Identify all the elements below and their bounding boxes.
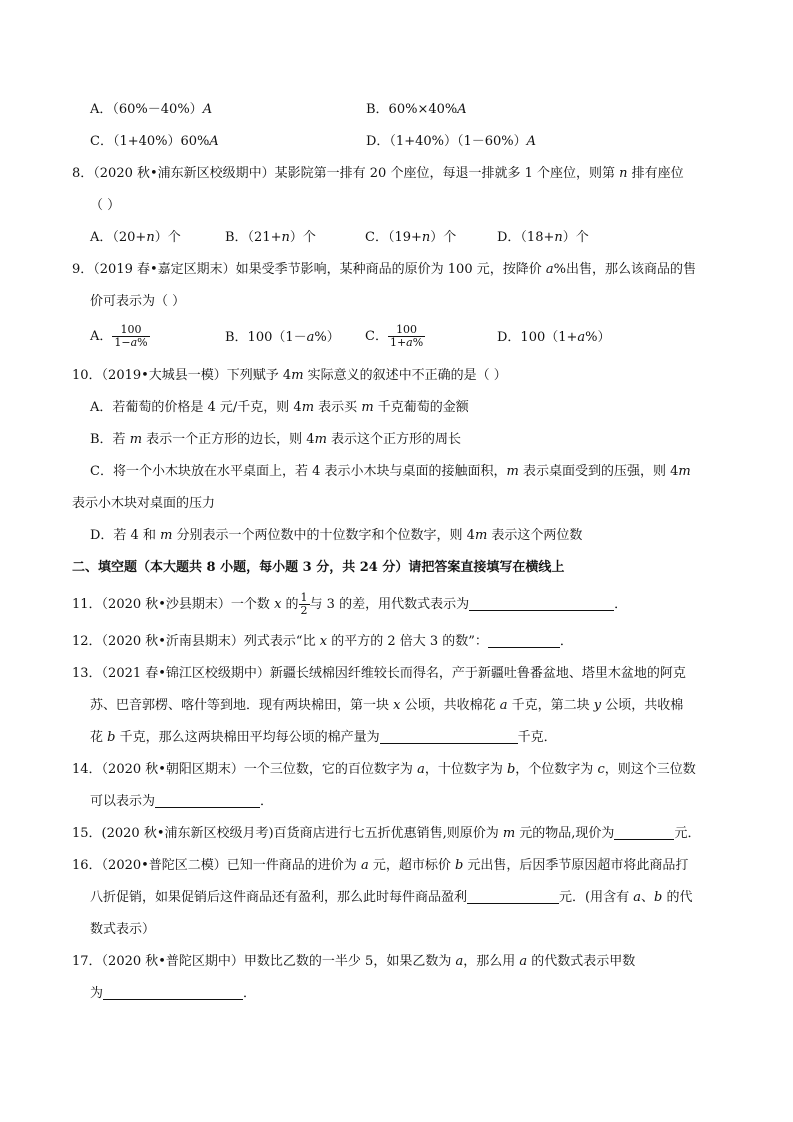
q13-stem-line2: 苏、巴音郭楞、喀什等到地．现有两块棉田，第一块 x 公顷，共收棉花 a 千克，第二块 y 公顷，共收棉 xyxy=(90,698,684,713)
q11-stem: 11．（2020 秋•沙县期末）一个数 x 的 $\frac{1}{2}$ 与 3 的差，用代数式表示为 ． xyxy=(72,591,628,617)
q10-option-c[interactable]: C．将一个小木块放在水平桌面上，若 4 表示小木块与桌面的接触面积，m 表示桌面受到的压强，则 4m xyxy=(90,464,691,479)
q12-stem: 12．（2020 秋•沂南县期末）列式表示“比 x 的平方的 2 倍大 3 的数”： ． xyxy=(72,634,573,649)
q16-stem-line3: 数式表示） xyxy=(90,922,156,937)
q10-option-c-cont: 表示小木块对桌面的压力 xyxy=(72,496,216,511)
fraction: $\frac{100}{1+a\%}$ xyxy=(389,323,424,349)
q9-stem-cont: 价可表示为（ ） xyxy=(90,294,186,309)
fraction-one-half: $\frac{1}{2}$ xyxy=(300,591,308,617)
q8-stem: 8．（2020 秋•浦东新区校级期中）某影院第一排有 20 个座位，每退一排就多 1 个座位，则第 n 排有座位 xyxy=(72,166,684,181)
q8-option-b[interactable]: B．（21+n）个 xyxy=(225,230,316,245)
q7-option-d[interactable]: D．（1+40%）（1－60%）A xyxy=(366,134,537,149)
answer-blank[interactable] xyxy=(155,793,260,808)
q9-option-b[interactable]: B．100（1－a%） xyxy=(225,330,340,345)
answer-blank[interactable] xyxy=(467,889,559,904)
q10-option-b[interactable]: B．若 m 表示一个正方形的边长，则 4m 表示这个正方形的周长 xyxy=(90,432,462,447)
q9-option-c[interactable]: C． $\frac{100}{1+a\%}$ xyxy=(365,323,424,349)
answer-blank[interactable] xyxy=(469,596,614,611)
answer-blank[interactable] xyxy=(380,729,518,744)
q9-option-a[interactable]: A． $\frac{100}{1-a\%}$ xyxy=(90,323,148,349)
q7-option-a[interactable]: A．（60%－40%）A xyxy=(90,102,213,117)
answer-blank[interactable] xyxy=(488,633,560,648)
q8-answer-paren: （ ） xyxy=(90,198,121,213)
q8-option-a[interactable]: A．（20+n）个 xyxy=(90,230,181,245)
q8-option-c[interactable]: C．（19+n）个 xyxy=(365,230,457,245)
q13-stem: 13．（2021 春•锦江区校级期中）新疆长绒棉因纤维较长而得名，产于新疆吐鲁番盆地、塔里木盆地的阿克 xyxy=(72,666,686,681)
q17-stem-line2: 为 ． xyxy=(90,986,257,1001)
section-heading: 二、填空题（本大题共 8 小题，每小题 3 分，共 24 分）请把答案直接填写在横线上 xyxy=(72,560,565,575)
q13-stem-line3: 花 b 千克，那么这两块棉田平均每公顷的棉产量为 千克． xyxy=(90,730,557,745)
q7-option-b[interactable]: B．60%×40%A xyxy=(366,102,467,117)
q10-stem: 10．（2019•大城县一模）下列赋予 4m 实际意义的叙述中不正确的是（ ） xyxy=(72,368,507,383)
q17-stem: 17．（2020 秋•普陀区期中）甲数比乙数的一半少 5，如果乙数为 a，那么用 a 的代数式表示甲数 xyxy=(72,954,636,969)
q16-stem: 16．（2020•普陀区二模）已知一件商品的进价为 a 元，超市标价 b 元出售，后因季节原因超市将此商品打 xyxy=(72,858,689,873)
q16-stem-line2: 八折促销，如果促销后这件商品还有盈利，那么此时每件商品盈利 元．(用含有 a、b 的代 xyxy=(90,890,693,905)
answer-blank[interactable] xyxy=(103,985,243,1000)
q14-stem: 14．（2020 秋•朝阳区期末）一个三位数，它的百位数字为 a，十位数字为 b，个位数字为 c，则这个三位数 xyxy=(72,762,696,777)
q7-option-c[interactable]: C．（1+40%）60%A xyxy=(90,134,219,149)
answer-blank[interactable] xyxy=(614,825,674,840)
q8-option-d[interactable]: D．（18+n）个 xyxy=(497,230,589,245)
q9-stem: 9．（2019 春•嘉定区期末）如果受季节影响，某种商品的原价为 100 元，按降价 a%出售，那么该商品的售 xyxy=(72,262,696,277)
q10-option-d[interactable]: D．若 4 和 m 分别表示一个两位数中的十位数字和个位数字，则 4m 表示这个两位数 xyxy=(90,528,583,543)
q9-option-d[interactable]: D．100（1+a%） xyxy=(497,330,611,345)
fraction: $\frac{100}{1-a\%}$ xyxy=(114,323,148,349)
q10-option-a[interactable]: A．若葡萄的价格是 4 元/千克，则 4m 表示买 m 千克葡萄的金额 xyxy=(90,400,469,415)
q14-stem-line2: 可以表示为 ． xyxy=(90,794,274,809)
q15-stem: 15．(2020 秋•浦东新区校级月考)百货商店进行七五折优惠销售,则原价为 m 元的物品,现价为 元． xyxy=(72,826,701,841)
